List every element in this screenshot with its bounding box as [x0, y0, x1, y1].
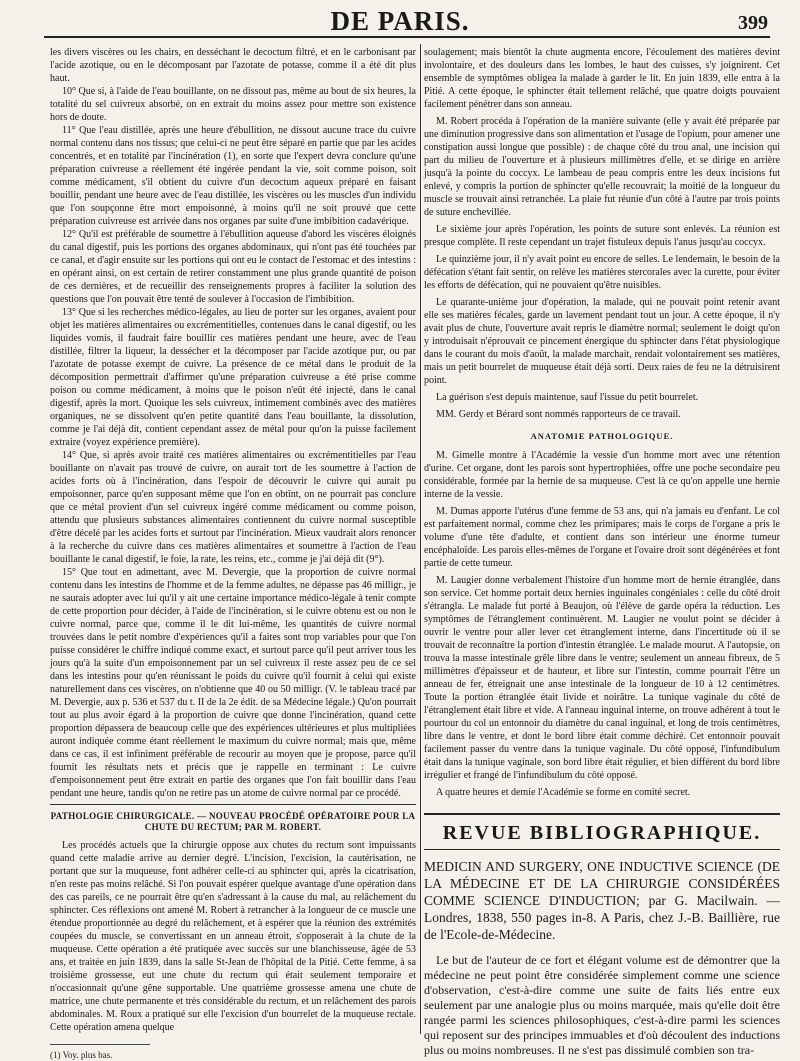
page-number: 399 — [738, 12, 768, 34]
paragraph: soulagement; mais bientôt la chute augmenta encore, l'écoulement des matières devint involontaire, et des douleurs dans les lombes, le haut des cuisses, s'y joignirent. Cet ensemble de symptômes obligea la malade à garder le lit. En juin 1839, elle entra à la Pitié. A cette époque, le sphincter était tellement relâché, que quatre doigts pouvaient facilement pénétrer dans son anneau. — [424, 47, 780, 110]
paragraph: les divers viscères ou les chairs, en desséchant le decoctum filtré, et en le carbonisant par l'acide azotique, ou en le décomposant par l'azotate de potasse, comme il a été dit plus haut. — [50, 47, 416, 84]
paragraph: Le quinzième jour, il n'y avait point eu encore de selles. Le lendemain, le besoin de la défécation s'étant fait sentir, on relève les matières stercorales avec la curette, pour éviter les efforts de défécation, qui ne pouvaient qu'être nuisibles. — [424, 254, 780, 291]
paragraph: Le quarante-unième jour d'opération, la malade, qui ne pouvait point retenir avant elle ses matières fécales, garde un lavement pendant tout un jour. A cette époque, il n'y avait plus de chute, l'ouverture avait repris le diamètre normal; seulement le doigt qu'on y introduisait n'éprouvait ce pincement énergique du sphincter dans l'état physiologique dans le courant du mois d'août, la malade marchait, rendait volontairement ses matières, mais un petit bourrelet de muqueuse était déjà sorti. Deux raies de feu ne la détruisirent point. — [424, 297, 780, 386]
bibliography-header — [424, 813, 780, 850]
paragraph: 10° Que si, à l'aide de l'eau bouillante, on ne dissout pas, même au bout de six heures, la totalité du sel cuivreux absorbé, on en extrait du moins assez pour mettre son existence hors de doute. — [50, 86, 416, 123]
paragraph: 11° Que l'eau distillée, après une heure d'ébullition, ne dissout aucune trace du cuivre normal contenu dans nos tissus; que celui-ci ne peut être séparé en partie que par les acides concentrés, et en totalité par l'incinération (1), en sorte que l'expert devra conclure qu'une préparation cuivreuse a réellement été ingérée pendant la vie, soit comme poison, soit comme médicament, s'il obtient du cuivre d'un decoctum aqueux préparé en faisant bouillir, pendant une heure avec de l'eau distillée, les viscères ou les muscles d'un individu que l'on soupçonne être mort empoisonné, à moins qu'il ne soit prouvé que cette préparation cuivreuse est arrivée dans nos organes par suite d'une imbibition cadavérique. — [50, 125, 416, 227]
bibliography-entry: MEDICIN AND SURGERY, ONE INDUCTIVE SCIENCE (DE LA MÉDECINE ET DE LA CHIRURGIE CONSIDÉRÉES COMME SCIENCE D'INDUCTION; par G. Macilwain. — Londres, 1838, 550 pages in-8. A Paris, chez J.-B. Baillière, rue de l'Ecole-de-Médecine. — [424, 859, 780, 942]
section-title-anatomie: ANATOMIE PATHOLOGIQUE. — [530, 431, 674, 441]
paragraph: A quatre heures et demie l'Académie se forme en comité secret. — [436, 787, 691, 798]
paragraph: Le sixième jour après l'opération, les points de suture sont enlevés. La réunion est presque complète. Il reste cependant un trajet fistuleux depuis l'anus jusqu'au coccyx. — [424, 224, 780, 248]
paragraph: 13° Que si les recherches médico-légales, au lieu de porter sur les organes, avaient pour objet les matières alimentaires ou excrémentitielles, contenues dans le canal digestif, ou les liquides vomis, il faudrait faire bouillir ces matières pendant une heure, avec de l'eau distillée, filtrer la liqueur, la dessécher et la décomposer par l'acide azotique pur, ou par l'azotate de potasse exempt de cuivre. La présence de ce métal dans le produit de la décomposition permettrait d'affirmer qu'une préparation cuivreuse a été prise comme poison ou comme médicament, à moins que le poison n'eût été injecté, dans le canal digestif, après la mort. Quoique les sels cuivreux, intimement combinés avec des matières organiques, ne se dissolvent qu'en petite quantité dans l'eau bouillante, la dissolution, comme je l'ai déjà dit, contient cependant assez de métal pour qu'on la puisse facilement extraire (voyez expérience première). — [50, 307, 416, 448]
paragraph: MM. Gerdy et Bérard sont nommés rapporteurs de ce travail. — [436, 409, 681, 420]
paragraph: Les procédés actuels que la chirurgie oppose aux chutes du rectum sont impuissants quand cette maladie arrive au dernier degré. L'incision, l'excision, la cautérisation, ne portant que sur la muqueuse, font adhérer celle-ci au sphincter qui, après la cicatrisation, n'en reste pas moins relâché. Si l'on pouvait espérer quelque avantage d'une opération dans des cas pareils, ce ne pourrait être qu'en s'adressant à la cause du mal, au relâchement du sphincter. Ces réflexions ont amené M. Robert à retrancher à la longueur de ce muscle une étendue proportionnée au degré du relâchement, et à espérer que la réunion des extrémités coupées du muscle, se convertissant en un anneau étroit, s'opposerait à la chute de la muqueuse. Cette opération a été pratiquée avec succès sur une blanchisseuse, âgée de 53 ans, et traitée en juin 1839, dans la salle St-Jean de l'hôpital de la Pitié. Cette femme, à sa troisième grossesse, eut une chute du rectum qui était seulement temporaire et n'occasionnait qu'une gêne supportable. Une quatrième grossesse amena une chute de matrice, une chute permanente et très considérable du rectum, et un relâchement des parois abdominales. M. Roux a pratiqué sur elle l'excision d'un bourrelet de la muqueuse rectale. Cette opération amena quelque — [50, 840, 416, 1033]
paragraph: La guérison s'est depuis maintenue, sauf l'issue du petit bourrelet. — [436, 392, 699, 403]
paragraph: 12° Qu'il est préférable de soumettre à l'ébullition aqueuse d'abord les viscères éloignés du canal digestif, puis les portions des organes abdominaux, qui n'ont pas été touchées par ce canal, et d'agir ensuite sur les portions qui ont eu le contact de l'estomac et des intestins : en opérant ainsi, on est certain de retirer constamment une plus grande quantité de poison de ces dernières, et de recueillir des renseignements propres à faciliter la solution des questions que l'on pouvait être tenté de soulever à l'occasion de l'imbibition. — [50, 229, 416, 305]
footnote: (1) Voy. plus bas. — [50, 1050, 113, 1060]
paragraph: 14° Que, si après avoir traité ces matières alimentaires ou excrémentitielles par l'eau bouillante on n'avait pas trouvé de cuivre, on aurait tort de les soumettre à l'action de acides forts où à l'incinération, dans l'espoir de découvrir le cuivre qui aurait pu empoisonner, parce qu'en supposant même que l'on en obtînt, on ne pourrait pas conclure que ce métal provient d'un sel cuivreux ingéré comme médicament ou comme poison, attendu que plusieurs substances alimentaires contiennent du cuivre normal susceptible d'être décelé par les acides forts et surtout par l'incinération. Mieux vaudrait alors renoncer à la recherche du cuivre dans ces matières alimentaires et soumettre à l'action de l'eau bouillante le canal digestif, le foie, la rate, les reins, etc., comme je j'ai déjà dit (9°). — [50, 450, 416, 565]
right-column — [424, 46, 780, 1057]
paragraph: M. Dumas apporte l'utérus d'une femme de 53 ans, qui n'a jamais eu d'enfant. Le col est parfaitement normal, comme chez les primipares; mais le corps de l'organe a pris le volume d'une tête d'adulte, et contient dans son intérieur une énorme tumeur encéphaloïde. Les parois elles-mêmes de l'organe et l'ovaire droit sont dégénérées et font partie de cette tumeur. — [424, 506, 780, 569]
section-title: PATHOLOGIE CHIRURGICALE. — NOUVEAU PROCÉDÉ OPÉRATOIRE POUR LA CHUTE DU RECTUM; PAR M. ROBERT. — [50, 811, 416, 832]
paragraph: M. Laugier donne verbalement l'histoire d'un homme mort de hernie étranglée, dans son service. Cet homme portait deux hernies inguinales congéniales : celle du côté droit s'étrangla. Le malade fut porté à Beaujon, où l'élève de garde opéra la réduction. Les symptômes de l'étranglement continuèrent. M. Laugier ne voulut point se décider à ouvrir le ventre pour aller lever cet étranglement interne, dans l'incertitude où il se trouvait de reconnaître la portion d'intestin étranglée. Le malade mourut. A l'autopsie, on trouva la masse intestinale grêle libre dans le ventre; seulement un anneau fibreux, de 5 millimètres d'épaisseur et de hauteur, et libre sur l'intestin, comme pourrait l'être un anneau de fer, étreignait une anse intestinale de la longueur de 10 à 12 centimètres. Toute la portion étranglée était livide et noirâtre. La tunique vaginale du côté de l'étranglement était libre et vide. A l'anneau inguinal interne, on trouve adhérent à tout le pourtour du col un entonnoir du diamètre du canal inguinal, et long de trois centimètres, libre dans le ventre, et dont le bord libre était comme déchiré. Cet entonnoir pouvait facilement passer du ventre dans la tunique vaginale. Du côté opposé, l'infundibulum était dans la tunique vaginale, son bord libre était régulier, et bien différent du bord libre irrégulier et frangé de l'infundibulum du côté opposé. — [424, 575, 780, 781]
bibliography-title: REVUE BIBLIOGRAPHIQUE. — [442, 822, 762, 844]
page-header — [0, 0, 800, 38]
section-rule — [50, 804, 416, 805]
bibliography-body — [424, 953, 780, 1058]
paragraph: Le but de l'auteur de ce fort et élégant volume est de démontrer que la médecine ne peut point être considérée simplement comme une science d'observation, c'est-à-dire comme une suite de faits liés entre eux seulement par une analogie plus ou moins marquée, mais qu'elle doit être rangée parmi les sciences philosophiques, c'est-à-dire parmi les sciences qui reposent sur des principes immuables et d'où découlent des inductions plus ou moins nombreuses. Il ne s'est pas dissimulé combien son tra- — [424, 953, 780, 1057]
header-rule — [44, 36, 770, 38]
paragraph: M. Gimelle montre à l'Académie la vessie d'un homme mort avec une rétention d'urine. Cet organe, dont les parois sont hypertrophiées, offre une poche secondaire peu considérable, formée par la hernie de sa muqueuse. C'est là ce qu'on appelle une hernie interne de la vessie. — [424, 450, 780, 500]
paragraph: M. Robert procéda à l'opération de la manière suivante (elle y avait été préparée par une diminution progressive dans son alimentation et l'usage de l'opium, pour amener une constipation aussi longue que possible) : de chaque côté du trou anal, une incision qui part du milieu de l'ouverture et à plusieurs millimètres d'elle, et se dirige en arrière jusqu'à la pointe du coccyx. Le lambeau de peau compris entre les deux incisions fut enlevé, y compris la portion de sphincter qu'elle recouvrait; la moitié de la longueur du muscle se trouvait ainsi retranchée. La plaie fut réunie d'un côté à l'autre par trois points de suture enchevillée. — [424, 116, 780, 218]
running-title: DE PARIS. — [330, 6, 470, 36]
left-column — [50, 46, 416, 1060]
paragraph: 15° Que tout en admettant, avec M. Devergie, que la proportion de cuivre normal contenu dans les intestins de l'homme et de la femme adultes, ne dépasse pas 46 milligr., je ne saurais adopter avec lui qu'il y ait une certaine importance médico-légale à tenir compte de cette proportion pour décider, à l'aide de l'incinération, si le cuivre obtenu est ou non le cuivre normal, parce que, comme il le dit lui-même, les quantités de cuivre normal trouvées dans le petit nombre d'expériences qu'il a faites sont trop variables pour que l'on puisse considérer le chiffre indiqué comme exact, et surtout parce qu'il peut arriver tous les jours qu'à la suite d'un empoisonnement par un sel cuivreux il reste assez peu de ce sel dans les intestins pour qu'en réunissant le poids du cuivre qu'il fournit à celui qui existe naturellement dans ces viscères, on n'obtienne que 40 ou 50 milligr. (V. le tableau tracé par M. Devergie, aux p. 536 et 537 du t. II de la 2e édit. de sa Médecine légale.) Qu'on pourrait tout au plus avoir égard à la proportion de cuivre que donne l'incinération, quand cette proportion dépassera de beaucoup celle que des expériences ultérieures et plus multipliées auront indiquée comme étant réellement le maximum du cuivre normal; mais que, même dans ce cas, il est infiniment préférable de recourir au moyen que je propose, parce qu'il fournit les résultats nets et précis que je rappelle en terminant : Le cuivre d'empoisonnement peut être extrait en partie des organes que l'on fait bouillir dans l'eau pendant une heure, tandis qu'on ne retire pas un atome de cuivre normal par ce procédé. — [50, 567, 416, 799]
column-divider — [420, 44, 421, 1034]
footnote-rule — [50, 1044, 150, 1045]
